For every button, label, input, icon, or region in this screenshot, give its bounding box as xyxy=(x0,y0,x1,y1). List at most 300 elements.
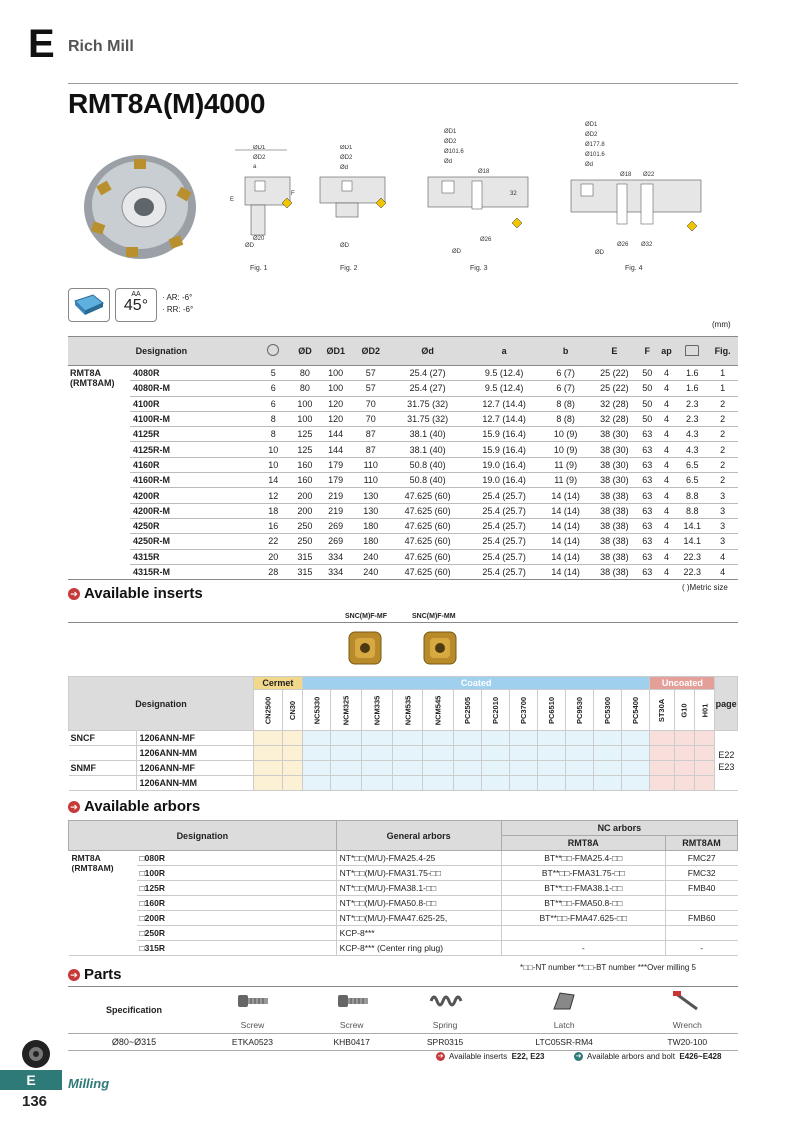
spec-row xyxy=(68,549,738,564)
grade-header: CN30 xyxy=(282,690,302,731)
grade-cell xyxy=(481,776,509,791)
svg-text:Ød: Ød xyxy=(444,159,453,165)
row-cell: 144 xyxy=(318,427,353,442)
spec-row xyxy=(68,366,738,381)
arbor-row xyxy=(69,896,738,911)
row-cell: 100 xyxy=(318,381,353,396)
row-cell: 28 xyxy=(255,564,292,579)
row-designation: 4250R xyxy=(130,518,255,533)
grade-cell xyxy=(453,761,481,776)
col-weight xyxy=(677,337,707,366)
col-a: a xyxy=(467,337,541,366)
part-name: Latch xyxy=(492,1017,637,1034)
general-arbor: NT*□□(M/U)-FMA31.75-□□ xyxy=(336,866,501,881)
grade-cell xyxy=(361,731,392,746)
arbor-row xyxy=(69,941,738,956)
row-cell: 38 (30) xyxy=(590,427,639,442)
svg-text:32: 32 xyxy=(510,191,517,197)
grade-cell xyxy=(566,746,594,761)
row-cell: 1.6 xyxy=(677,381,707,396)
part-code: TW20-100 xyxy=(637,1034,738,1051)
grade-cell xyxy=(674,731,694,746)
page-number: 136 xyxy=(22,1093,48,1110)
grade-cell xyxy=(674,776,694,791)
row-cell: 269 xyxy=(318,534,353,549)
figure-2-drawing xyxy=(310,145,390,257)
latch-icon xyxy=(492,987,637,1018)
cat-uncoated: Uncoated xyxy=(650,677,715,690)
col-D: ØD xyxy=(292,337,318,366)
row-cell: 47.625 (60) xyxy=(388,503,467,518)
svg-text:Ø26: Ø26 xyxy=(480,237,492,243)
row-cell: 4 xyxy=(656,564,677,579)
grade-cell xyxy=(302,731,331,746)
nc-arbor-rmt8am: - xyxy=(665,941,737,956)
screw-icon xyxy=(305,987,398,1018)
row-cell: 80 xyxy=(292,366,318,381)
row-cell: 25.4 (27) xyxy=(388,366,467,381)
grade-cell xyxy=(622,761,650,776)
grade-cell xyxy=(674,746,694,761)
grade-cell xyxy=(650,746,674,761)
grade-cell xyxy=(302,761,331,776)
grade-cell xyxy=(392,761,423,776)
row-cell: 4 xyxy=(656,442,677,457)
row-cell: 47.625 (60) xyxy=(388,549,467,564)
metric-size-note: ( )Metric size xyxy=(682,583,728,592)
insert-group: SNMF xyxy=(69,761,137,776)
row-cell: 250 xyxy=(292,518,318,533)
row-cell: 14.1 xyxy=(677,534,707,549)
row-cell: 9.5 (12.4) xyxy=(467,381,541,396)
row-cell: 22.3 xyxy=(677,564,707,579)
arbor-designation: □160R xyxy=(137,896,337,911)
svg-text:F: F xyxy=(291,191,295,197)
row-cell: 334 xyxy=(318,564,353,579)
col-b: b xyxy=(541,337,590,366)
grade-cell xyxy=(594,746,622,761)
wrench-icon xyxy=(637,987,738,1018)
arbor-designation: □100R xyxy=(137,866,337,881)
grade-header: PC5300 xyxy=(594,690,622,731)
arbor-group-label: RMT8A (RMT8AM) xyxy=(69,851,137,956)
row-cell: 5 xyxy=(255,366,292,381)
insert-group xyxy=(69,776,137,791)
row-cell: 15.9 (16.4) xyxy=(467,427,541,442)
approach-angle-badge: AA 45° xyxy=(115,288,157,322)
row-cell: 6 xyxy=(255,396,292,411)
grade-cell xyxy=(481,746,509,761)
row-cell: 4 xyxy=(656,411,677,426)
grade-cell xyxy=(423,761,454,776)
grade-header: PC2505 xyxy=(453,690,481,731)
nc-arbor-rmt8am xyxy=(665,896,737,911)
row-cell: 47.625 (60) xyxy=(388,534,467,549)
grade-designation-header: Designation xyxy=(69,677,254,731)
row-cell: 20 xyxy=(255,549,292,564)
row-designation: 4200R xyxy=(130,488,255,503)
grade-header: H01 xyxy=(695,690,715,731)
row-cell: 8 xyxy=(255,427,292,442)
nc-arbor-rmt8a: BT**□□-FMA38.1-□□ xyxy=(501,881,665,896)
general-arbor: KCP-8*** xyxy=(336,926,501,941)
col-D2: ØD2 xyxy=(353,337,388,366)
row-cell: 38 (38) xyxy=(590,488,639,503)
spec-row xyxy=(68,564,738,579)
row-cell: 4 xyxy=(656,381,677,396)
grade-cell xyxy=(695,731,715,746)
part-name: Screw xyxy=(305,1017,398,1034)
row-cell: 32 (28) xyxy=(590,396,639,411)
part-name: Screw xyxy=(200,1017,305,1034)
spec-row xyxy=(68,457,738,472)
row-designation: 4200R-M xyxy=(130,503,255,518)
grade-cell xyxy=(453,731,481,746)
row-cell: 50 xyxy=(639,381,656,396)
svg-text:Ø18: Ø18 xyxy=(478,169,490,175)
grade-cell xyxy=(509,776,537,791)
arbor-footnote: *□□-NT number **□□-BT number ***Over milling 5 xyxy=(520,963,696,972)
grade-cell xyxy=(282,731,302,746)
arbor-table xyxy=(68,820,738,956)
row-designation: 4160R-M xyxy=(130,473,255,488)
row-cell: 63 xyxy=(639,549,656,564)
svg-text:ØD2: ØD2 xyxy=(585,132,598,138)
grade-header: ST30A xyxy=(650,690,674,731)
grade-cell xyxy=(538,746,566,761)
category-title: Rich Mill xyxy=(68,38,134,55)
row-cell: 3 xyxy=(707,488,738,503)
row-cell: 315 xyxy=(292,564,318,579)
svg-text:ØD: ØD xyxy=(340,243,349,249)
nc-arbor-rmt8a: BT**□□-FMA31.75-□□ xyxy=(501,866,665,881)
svg-text:ØD: ØD xyxy=(245,243,254,249)
grade-header: NCM325 xyxy=(331,690,362,731)
row-cell: 6.5 xyxy=(677,457,707,472)
fig-3-label: Fig. 3 xyxy=(470,265,488,272)
series-group-label: RMT8A (RMT8AM) xyxy=(68,366,130,580)
grade-cell xyxy=(566,761,594,776)
svg-text:E: E xyxy=(230,197,235,203)
parts-spec-header: Specification xyxy=(68,987,200,1034)
row-cell: 10 (9) xyxy=(541,442,590,457)
row-cell: 63 xyxy=(639,488,656,503)
row-cell: 63 xyxy=(639,457,656,472)
row-cell: 38 (38) xyxy=(590,564,639,579)
row-cell: 63 xyxy=(639,534,656,549)
row-cell: 25.4 (25.7) xyxy=(467,534,541,549)
arbor-designation-header: Designation xyxy=(69,821,337,851)
grade-header: PC9530 xyxy=(566,690,594,731)
grade-cell xyxy=(481,761,509,776)
nc-arbor-rmt8a xyxy=(501,926,665,941)
row-cell: 63 xyxy=(639,442,656,457)
grade-row xyxy=(69,761,738,776)
spec-row xyxy=(68,442,738,457)
col-F: F xyxy=(639,337,656,366)
grade-cell xyxy=(594,761,622,776)
grade-header: PC2010 xyxy=(481,690,509,731)
figure-3-drawing xyxy=(420,125,545,257)
grade-cell xyxy=(423,746,454,761)
figure-4-drawing xyxy=(565,118,715,258)
row-cell: 4 xyxy=(656,396,677,411)
arrow-circle-icon: ➔ xyxy=(68,969,80,981)
row-cell: 10 xyxy=(255,457,292,472)
svg-text:Ø177.8: Ø177.8 xyxy=(585,142,605,148)
grade-cell xyxy=(361,776,392,791)
row-cell: 25.4 (25.7) xyxy=(467,503,541,518)
row-cell: 8 (8) xyxy=(541,411,590,426)
grade-cell xyxy=(674,761,694,776)
row-cell: 25.4 (25.7) xyxy=(467,488,541,503)
insert-mf-icon xyxy=(345,628,385,668)
arrow-circle-icon: ➔ xyxy=(68,588,80,600)
svg-text:Ø18: Ø18 xyxy=(620,172,632,178)
row-cell: 100 xyxy=(292,411,318,426)
row-cell: 3 xyxy=(707,503,738,518)
row-cell: 130 xyxy=(353,488,388,503)
row-cell: 19.0 (16.4) xyxy=(467,473,541,488)
grade-cell xyxy=(423,776,454,791)
row-cell: 200 xyxy=(292,488,318,503)
row-cell: 180 xyxy=(353,534,388,549)
insert-code: 1206ANN-MF xyxy=(136,731,254,746)
grade-cell xyxy=(566,776,594,791)
row-cell: 25.4 (25.7) xyxy=(467,549,541,564)
arbors-section-title: ➔ Available arbors xyxy=(68,798,200,815)
grade-cell xyxy=(331,776,362,791)
row-cell: 31.75 (32) xyxy=(388,411,467,426)
arbor-nc-header: NC arbors xyxy=(501,821,737,836)
grade-cell xyxy=(695,776,715,791)
row-designation: 4250R-M xyxy=(130,534,255,549)
row-designation: 4160R xyxy=(130,457,255,472)
grade-header: CN2500 xyxy=(254,690,283,731)
spec-row xyxy=(68,518,738,533)
grade-cell xyxy=(392,746,423,761)
spec-row xyxy=(68,534,738,549)
grade-cell xyxy=(361,746,392,761)
row-cell: 2.3 xyxy=(677,411,707,426)
svg-text:Ø32: Ø32 xyxy=(641,242,653,248)
row-cell: 2 xyxy=(707,427,738,442)
spec-row xyxy=(68,381,738,396)
row-cell: 125 xyxy=(292,427,318,442)
grade-row xyxy=(69,731,738,746)
row-cell: 144 xyxy=(318,442,353,457)
row-cell: 38 (30) xyxy=(590,442,639,457)
row-designation: 4080R xyxy=(130,366,255,381)
row-cell: 14 (14) xyxy=(541,518,590,533)
nc-arbor-rmt8am: FMC27 xyxy=(665,851,737,866)
row-cell: 4 xyxy=(656,503,677,518)
row-cell: 63 xyxy=(639,427,656,442)
row-cell: 22 xyxy=(255,534,292,549)
nc-arbor-rmt8am: FMC32 xyxy=(665,866,737,881)
row-cell: 110 xyxy=(353,473,388,488)
row-cell: 87 xyxy=(353,442,388,457)
grade-table xyxy=(68,676,738,791)
row-cell: 4 xyxy=(707,549,738,564)
parts-section-title: ➔ Parts xyxy=(68,966,122,983)
row-cell: 22.3 xyxy=(677,549,707,564)
specification-table xyxy=(68,336,738,580)
grade-cell xyxy=(538,761,566,776)
arbor-row xyxy=(69,881,738,896)
arbor-rmt8a-header: RMT8A xyxy=(501,836,665,851)
grade-cell xyxy=(282,761,302,776)
spec-row xyxy=(68,473,738,488)
cutter-photo xyxy=(78,145,208,265)
grade-cell xyxy=(453,776,481,791)
row-cell: 2 xyxy=(707,442,738,457)
svg-text:ØD: ØD xyxy=(595,250,604,256)
footer-category: Milling xyxy=(68,1076,110,1091)
nc-arbor-rmt8a: BT**□□-FMA25.4-□□ xyxy=(501,851,665,866)
row-cell: 2.3 xyxy=(677,396,707,411)
cat-coated: Coated xyxy=(302,677,650,690)
arrow-circle-icon: ➔ xyxy=(437,1053,444,1060)
row-cell: 87 xyxy=(353,427,388,442)
row-cell: 14 xyxy=(255,473,292,488)
row-cell: 12.7 (14.4) xyxy=(467,396,541,411)
row-cell: 269 xyxy=(318,518,353,533)
grade-cell xyxy=(254,776,283,791)
row-cell: 47.625 (60) xyxy=(388,518,467,533)
grade-cell xyxy=(331,761,362,776)
row-cell: 160 xyxy=(292,457,318,472)
row-cell: 219 xyxy=(318,503,353,518)
grade-cell xyxy=(622,776,650,791)
svg-text:Ø101.6: Ø101.6 xyxy=(444,149,464,155)
part-code: LTC05SR-RM4 xyxy=(492,1034,637,1051)
grade-cell xyxy=(695,746,715,761)
row-cell: 3 xyxy=(707,518,738,533)
svg-text:Ød: Ød xyxy=(340,165,349,171)
row-cell: 50 xyxy=(639,366,656,381)
grade-cell xyxy=(538,731,566,746)
grade-cell xyxy=(282,746,302,761)
nc-arbor-rmt8am: FMB40 xyxy=(665,881,737,896)
arbor-designation: □125R xyxy=(137,881,337,896)
grade-header: NCM545 xyxy=(423,690,454,731)
row-cell: 38 (38) xyxy=(590,549,639,564)
insert-shape-icon xyxy=(69,289,109,321)
spec-row xyxy=(68,411,738,426)
milling-cutter-icon xyxy=(20,1038,52,1070)
row-cell: 100 xyxy=(292,396,318,411)
nc-arbor-rmt8a: - xyxy=(501,941,665,956)
arbor-designation: □080R xyxy=(137,851,337,866)
col-E: E xyxy=(590,337,639,366)
row-cell: 4 xyxy=(656,457,677,472)
row-cell: 179 xyxy=(318,473,353,488)
row-cell: 219 xyxy=(318,488,353,503)
page-title: RMT8A(M)4000 xyxy=(68,88,266,119)
grade-header: PC3700 xyxy=(509,690,537,731)
grade-cell xyxy=(538,776,566,791)
row-cell: 8.8 xyxy=(677,488,707,503)
row-cell: 15.9 (16.4) xyxy=(467,442,541,457)
inserts-section-title: ➔ Available inserts xyxy=(68,585,203,602)
row-cell: 47.625 (60) xyxy=(388,564,467,579)
col-fig: Fig. xyxy=(707,337,738,366)
row-cell: 25.4 (27) xyxy=(388,381,467,396)
inserts-divider xyxy=(68,622,738,623)
row-cell: 4.3 xyxy=(677,427,707,442)
row-cell: 16 xyxy=(255,518,292,533)
row-cell: 6 xyxy=(255,381,292,396)
svg-text:ØD1: ØD1 xyxy=(585,122,598,128)
arrow-circle-icon: ➔ xyxy=(575,1053,582,1060)
grade-cell xyxy=(622,731,650,746)
grade-cell xyxy=(594,776,622,791)
row-cell: 4 xyxy=(656,366,677,381)
general-arbor: NT*□□(M/U)-FMA38.1-□□ xyxy=(336,881,501,896)
arbor-designation: □200R xyxy=(137,911,337,926)
row-cell: 38 (30) xyxy=(590,473,639,488)
arbor-row xyxy=(69,911,738,926)
row-cell: 38.1 (40) xyxy=(388,442,467,457)
row-cell: 250 xyxy=(292,534,318,549)
grade-cell xyxy=(254,761,283,776)
row-cell: 8 xyxy=(255,411,292,426)
nc-arbor-rmt8a: BT**□□-FMA50.8-□□ xyxy=(501,896,665,911)
row-cell: 315 xyxy=(292,549,318,564)
row-cell: 14 (14) xyxy=(541,503,590,518)
svg-text:ØD1: ØD1 xyxy=(444,129,457,135)
row-cell: 10 xyxy=(255,442,292,457)
page-header: page xyxy=(715,677,738,731)
ref-arbors: ➔ Available arbors and bolt E426~E428 xyxy=(575,1052,722,1061)
row-cell: 50 xyxy=(639,396,656,411)
row-cell: 19.0 (16.4) xyxy=(467,457,541,472)
row-cell: 9.5 (12.4) xyxy=(467,366,541,381)
row-designation: 4100R-M xyxy=(130,411,255,426)
fig-1-label: Fig. 1 xyxy=(250,265,268,272)
insert-group xyxy=(69,746,137,761)
row-cell: 80 xyxy=(292,381,318,396)
row-cell: 4.3 xyxy=(677,442,707,457)
fig-2-label: Fig. 2 xyxy=(340,265,358,272)
row-cell: 240 xyxy=(353,549,388,564)
row-cell: 63 xyxy=(639,564,656,579)
row-cell: 240 xyxy=(353,564,388,579)
row-designation: 4315R xyxy=(130,549,255,564)
row-cell: 2 xyxy=(707,457,738,472)
general-arbor: NT*□□(M/U)-FMA50.8-□□ xyxy=(336,896,501,911)
grade-cell xyxy=(622,746,650,761)
grade-cell xyxy=(695,761,715,776)
screw-icon xyxy=(200,987,305,1018)
row-cell: 57 xyxy=(353,381,388,396)
row-cell: 120 xyxy=(318,411,353,426)
header-divider xyxy=(68,83,738,84)
part-code: ETKA0523 xyxy=(200,1034,305,1051)
grade-cell xyxy=(392,731,423,746)
row-cell: 6 (7) xyxy=(541,366,590,381)
insert-code: 1206ANN-MF xyxy=(136,761,254,776)
svg-text:Ø101.6: Ø101.6 xyxy=(585,152,605,158)
col-insert-count xyxy=(255,337,292,366)
row-cell: 4 xyxy=(656,427,677,442)
grade-header: G10 xyxy=(674,690,694,731)
grade-cell xyxy=(509,761,537,776)
row-cell: 1 xyxy=(707,366,738,381)
figure-1-drawing xyxy=(225,145,295,257)
row-cell: 8 (8) xyxy=(541,396,590,411)
